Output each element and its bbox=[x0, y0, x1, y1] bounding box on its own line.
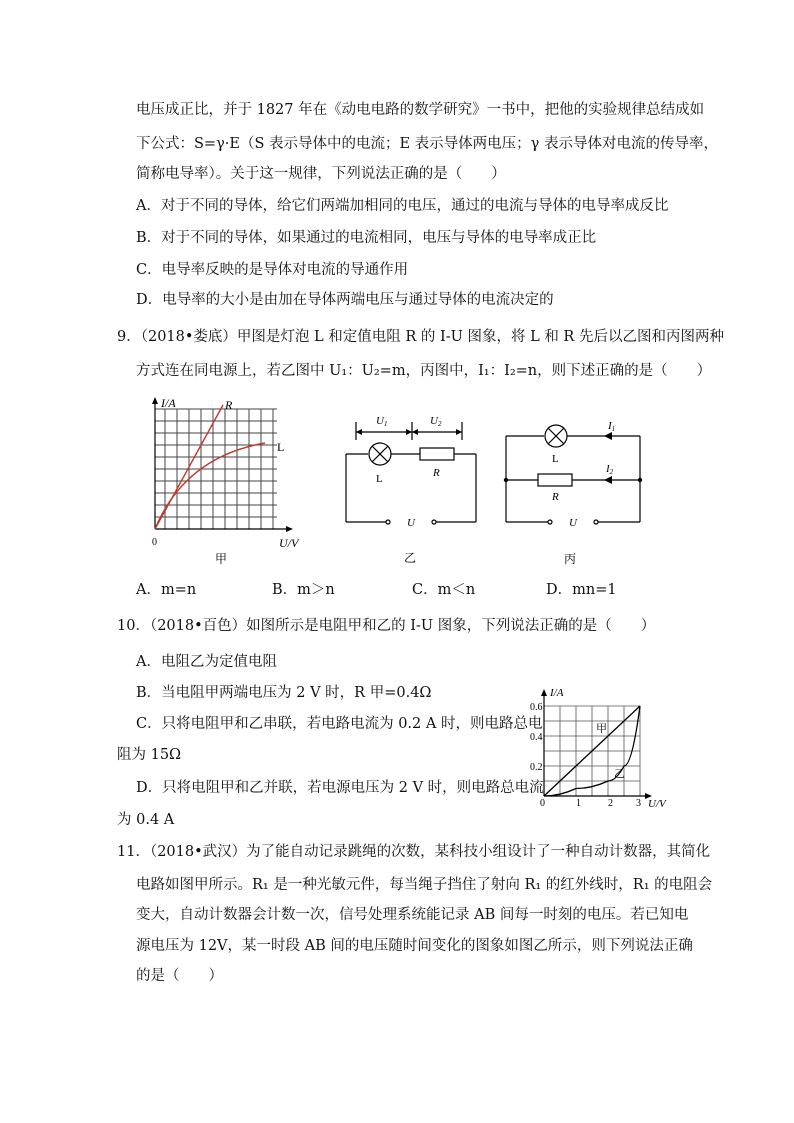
q8-text-line-1: 电压成正比，并于 1827 年在《动电电路的数学研究》一书中，把他的实验规律总结成如 bbox=[136, 102, 705, 118]
q10-option-d-line-1: D．只将电阻甲和乙并联，若电源电压为 2 V 时，则电路总电流 bbox=[136, 780, 544, 796]
u1-label: U1 bbox=[376, 415, 388, 428]
q11-text-line-4: 源电压为 12V，某一时段 AB 间的电压随时间变化的图象如图乙所示，则下列说法正确 bbox=[136, 938, 693, 954]
source-label: U bbox=[569, 517, 577, 529]
curve-r-label: R bbox=[225, 398, 233, 412]
resistor-label: R bbox=[552, 491, 559, 503]
i2-label: I2 bbox=[606, 463, 614, 476]
q9-option-b: B．m＞n bbox=[272, 582, 335, 598]
figure-caption-yi: 乙 bbox=[404, 551, 417, 565]
q11-text-line-1: 11．（2018•武汉）为了能自动记录跳绳的次数，某科技小组设计了一种自动计数器，其简化 bbox=[117, 844, 711, 860]
q9-option-c: C．m＜n bbox=[412, 582, 476, 598]
q8-option-d: D．电导率的大小是由加在导体两端电压与通过导体的电流决定的 bbox=[136, 292, 554, 308]
q10-option-c-line-1: C．只将电阻甲和乙串联，若电路电流为 0.2 A 时，则电路总电 bbox=[136, 716, 543, 732]
series-yi-label: 乙 bbox=[614, 768, 625, 780]
u2-label: U2 bbox=[430, 415, 442, 428]
lamp-label: L bbox=[376, 473, 383, 485]
q8-option-c: C．电导率反映的是导体对电流的导通作用 bbox=[136, 262, 409, 278]
series-jia-label: 甲 bbox=[596, 723, 607, 735]
x-tick-label: 2 bbox=[608, 798, 613, 809]
q8-text-line-2: 下公式：S=γ·E（S 表示导体中的电流；E 表示导体两电压；γ 表示导体对电流的传导率， bbox=[136, 136, 718, 152]
figure-bing-parallel-circuit bbox=[500, 418, 645, 568]
q9-option-a: A．m=n bbox=[136, 582, 197, 598]
x-axis-label: U/V bbox=[648, 798, 666, 810]
q11-text-line-3: 变大，自动计数器会计数一次，信号处理系统能记录 AB 间每一时刻的电压。若已知电 bbox=[136, 907, 689, 923]
q9-text-line-2: 方式连在同电源上，若乙图中 U₁：U₂=m，丙图中，I₁：I₂=n，则下述正确的是（ ） bbox=[136, 363, 712, 379]
q9-option-d: D．mn=1 bbox=[546, 582, 617, 598]
q8-option-b: B．对于不同的导体，如果通过的电流相同，电压与导体的电导率成正比 bbox=[136, 230, 597, 246]
q9-text-line-1: 9．（2018•娄底）甲图是灯泡 L 和定值电阻 R 的 I-U 图象，将 L 和 R 先后以乙图和丙图两种 bbox=[117, 329, 724, 345]
figure-caption-jia: 甲 bbox=[215, 552, 228, 566]
q11-text-line-2: 电路如图甲所示。R₁ 是一种光敏元件，每当绳子挡住了射向 R₁ 的红外线时，R₁ 的电阻会 bbox=[136, 877, 713, 893]
q10-option-d-line-2: 为 0.4 A bbox=[117, 812, 175, 828]
q10-iu-chart bbox=[530, 686, 672, 808]
y-tick-label: 0.2 bbox=[530, 762, 543, 773]
source-label: U bbox=[407, 517, 415, 529]
y-axis-label: I/A bbox=[161, 396, 176, 410]
q10-option-c-line-2: 阻为 15Ω bbox=[117, 747, 182, 763]
origin-label: 0 bbox=[152, 537, 157, 548]
q10-option-b: B．当电阻甲两端电压为 2 V 时，R 甲=0.4Ω bbox=[136, 685, 432, 701]
q10-option-a: A．电阻乙为定值电阻 bbox=[136, 654, 277, 670]
lamp-label: L bbox=[552, 453, 559, 465]
q8-option-a: A．对于不同的导体，给它们两端加相同的电压，通过的电流与导体的电导率成反比 bbox=[136, 198, 669, 214]
x-tick-label: 1 bbox=[576, 798, 581, 809]
figure-jia-iu-graph bbox=[145, 395, 299, 567]
resistor-label: R bbox=[433, 467, 440, 479]
q11-text-line-5: 的是（ ） bbox=[136, 968, 223, 984]
grid-jia bbox=[155, 409, 277, 529]
i1-label: I1 bbox=[608, 420, 616, 433]
origin-label: 0 bbox=[540, 798, 545, 809]
y-axis-label: I/A bbox=[550, 687, 564, 699]
q8-text-line-3: 简称电导率）。关于这一规律，下列说法正确的是（ ） bbox=[136, 166, 506, 182]
figure-caption-bing: 丙 bbox=[564, 552, 577, 566]
curve-l-label: L bbox=[277, 440, 285, 454]
q10-text-line-1: 10．（2018•百色）如图所示是电阻甲和乙的 I-U 图象，下列说法正确的是（ ） bbox=[117, 618, 656, 634]
figure-yi-series-circuit bbox=[340, 410, 482, 568]
x-tick-label: 3 bbox=[636, 798, 641, 809]
x-axis-label: U/V bbox=[279, 536, 299, 550]
y-tick-label: 0.6 bbox=[530, 702, 543, 713]
y-tick-label: 0.4 bbox=[530, 732, 543, 743]
